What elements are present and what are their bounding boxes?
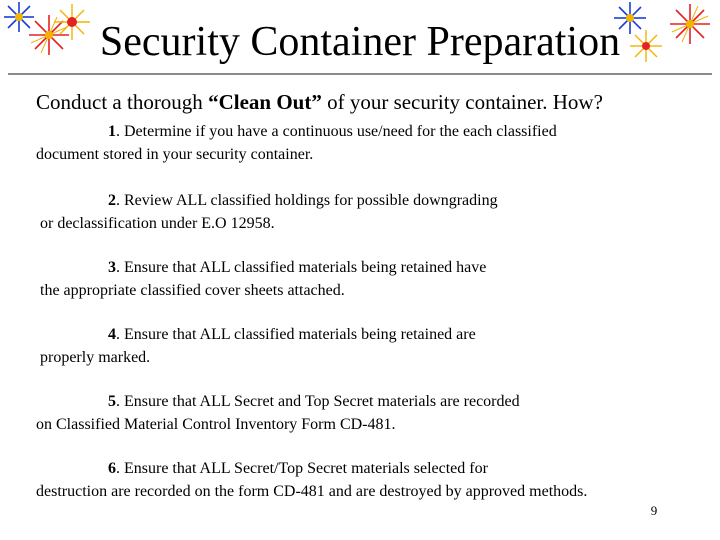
step-text: . Ensure that ALL Secret and Top Secret materials are recorded	[116, 393, 520, 410]
step-line-1	[36, 457, 696, 480]
page-number: 9	[650, 503, 658, 518]
step-line-1	[36, 390, 676, 413]
step-line-2: document stored in your security container.	[36, 146, 314, 163]
step-line-1	[40, 256, 680, 279]
step-line-1	[36, 120, 676, 143]
intro-before: Conduct a thorough	[36, 90, 209, 114]
step-number: 4	[108, 326, 116, 343]
step-line-1	[40, 189, 680, 212]
step-5	[36, 390, 676, 436]
title-divider	[8, 73, 712, 75]
step-line-2: destruction are recorded on the form CD-481 and are destroyed by approved methods.	[36, 483, 588, 500]
step-number: 1	[108, 123, 116, 140]
step-number: 5	[108, 393, 116, 410]
step-text: . Ensure that ALL classified materials being retained have	[116, 259, 487, 276]
step-text: . Determine if you have a continuous use/need for the each classified	[116, 123, 557, 140]
step-2	[40, 189, 680, 235]
step-3	[40, 256, 680, 302]
step-number: 6	[108, 460, 116, 477]
step-number: 2	[108, 192, 116, 209]
step-text: . Ensure that ALL classified materials being retained are	[116, 326, 476, 343]
step-6	[36, 457, 696, 503]
step-line-2: or declassification under E.O 12958.	[40, 215, 275, 232]
intro-bold: “Clean Out”	[208, 90, 322, 114]
intro-text	[36, 88, 706, 116]
step-line-1	[40, 323, 680, 346]
step-line-2: properly marked.	[40, 349, 151, 366]
step-line-2: the appropriate classified cover sheets attached.	[40, 282, 345, 299]
step-line-2: on Classified Material Control Inventory Form CD-481.	[36, 416, 396, 433]
step-4	[40, 323, 680, 369]
step-text: . Review ALL classified holdings for possible downgrading	[116, 192, 498, 209]
step-text: . Ensure that ALL Secret/Top Secret materials selected for	[116, 460, 488, 477]
step-1	[36, 120, 676, 166]
slide-title: Security Container Preparation	[99, 19, 621, 65]
step-number: 3	[108, 259, 116, 276]
intro-after: of your security container. How?	[321, 90, 603, 114]
